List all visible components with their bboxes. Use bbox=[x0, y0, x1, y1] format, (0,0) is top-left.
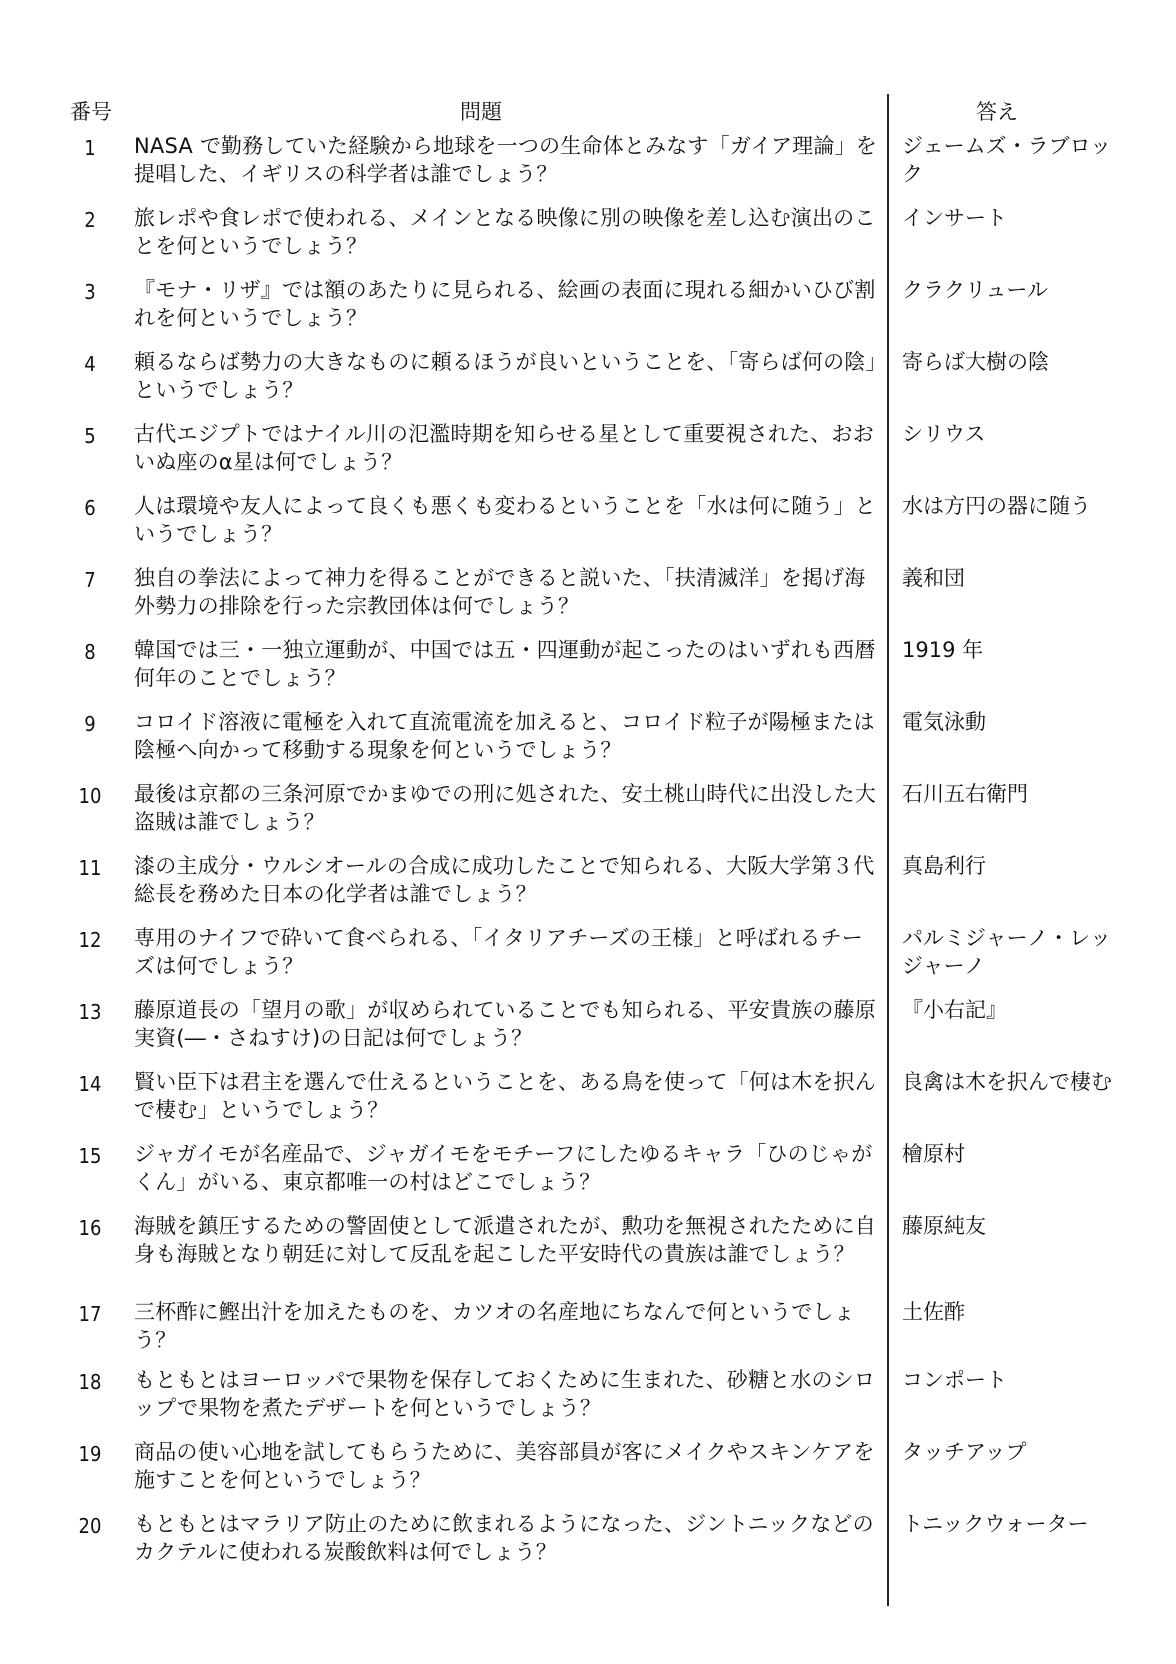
row-number: 14 bbox=[78, 1072, 102, 1096]
table-row bbox=[62, 636, 1122, 708]
row-number: 11 bbox=[78, 856, 102, 880]
row-question: 最後は京都の三条河原でかまゆでの刑に処された、安土桃山時代に出没した大盗賊は誰でしょう？ bbox=[134, 782, 876, 834]
table-row bbox=[62, 204, 1122, 276]
row-number: 1 bbox=[84, 136, 96, 160]
quiz-table bbox=[62, 94, 1122, 1582]
row-number: 4 bbox=[84, 352, 96, 376]
table-row bbox=[62, 1438, 1122, 1510]
table-row bbox=[62, 276, 1122, 348]
row-answer: 寄らば大樹の陰 bbox=[902, 350, 1049, 374]
row-answer: 『小右記』 bbox=[902, 998, 1007, 1022]
table-row bbox=[62, 1068, 1122, 1140]
row-number: 17 bbox=[78, 1302, 102, 1326]
table-row bbox=[62, 924, 1122, 996]
table-row bbox=[62, 564, 1122, 636]
row-answer: 良禽は木を択んで棲む bbox=[902, 1070, 1112, 1094]
row-number: 18 bbox=[78, 1370, 102, 1394]
row-answer: 水は方円の器に随う bbox=[902, 494, 1091, 518]
row-answer: クラクリュール bbox=[902, 278, 1048, 302]
table-row bbox=[62, 1140, 1122, 1212]
row-answer: インサート bbox=[902, 206, 1007, 230]
row-question: 旅レポや食レポで使われる、メインとなる映像に別の映像を差し込む演出のことを何というでしょう？ bbox=[134, 206, 876, 258]
row-number: 20 bbox=[78, 1514, 102, 1538]
row-answer: タッチアップ bbox=[902, 1440, 1027, 1464]
row-number: 6 bbox=[84, 496, 96, 520]
row-number: 7 bbox=[84, 568, 96, 592]
row-question: 人は環境や友人によって良くも悪くも変わるということを「水は何に随う」というでしょう？ bbox=[134, 494, 876, 546]
table-row bbox=[62, 1298, 1122, 1366]
table-row bbox=[62, 996, 1122, 1068]
row-number: 2 bbox=[84, 208, 96, 232]
row-number: 5 bbox=[84, 424, 96, 448]
header-answer: 答え bbox=[976, 100, 1018, 124]
row-question: もともとはマラリア防止のために飲まれるようになった、ジントニックなどのカクテルに使われる炭酸飲料は何でしょう？ bbox=[134, 1512, 874, 1564]
row-number: 19 bbox=[78, 1442, 102, 1466]
row-number: 9 bbox=[84, 712, 96, 736]
row-answer: シリウス bbox=[902, 422, 986, 446]
table-row bbox=[62, 852, 1122, 924]
row-answer: コンポート bbox=[902, 1368, 1007, 1392]
row-question: 漆の主成分・ウルシオールの合成に成功したことで知られる、大阪大学第３代総長を務めた日本の化学者は誰でしょう？ bbox=[134, 854, 875, 906]
row-number: 16 bbox=[78, 1216, 102, 1240]
row-question: 『モナ・リザ』では額のあたりに見られる、絵画の表面に現れる細かいひび割れを何というでしょう？ bbox=[134, 278, 876, 330]
table-row bbox=[62, 780, 1122, 852]
row-number: 12 bbox=[78, 928, 102, 952]
row-question: 三杯酢に鰹出汁を加えたものを、カツオの名産地にちなんで何というでしょう？ bbox=[134, 1300, 855, 1352]
header-number: 番号 bbox=[70, 100, 112, 124]
table-row bbox=[62, 1366, 1122, 1438]
row-number: 15 bbox=[78, 1144, 102, 1168]
row-question: もともとはヨーロッパで果物を保存しておくために生まれた、砂糖と水のシロップで果物を煮たデザートを何というでしょう？ bbox=[134, 1368, 876, 1420]
table-row bbox=[62, 1212, 1122, 1298]
row-answer: トニックウォーター bbox=[902, 1512, 1089, 1536]
row-question: コロイド溶液に電極を入れて直流電流を加えると、コロイド粒子が陽極または陰極へ向かって移動する現象を何というでしょう？ bbox=[134, 710, 875, 762]
row-question: NASA で勤務していた経験から地球を一つの生命体とみなす「ガイア理論」を提唱した、イギリスの科学者は誰でしょう？ bbox=[134, 134, 877, 186]
row-question: 賢い臣下は君主を選んで仕えるということを、ある鳥を使って「何は木を択んで棲む」というでしょう？ bbox=[134, 1070, 876, 1122]
row-question: 海賊を鎮圧するための警固使として派遣されたが、勲功を無視されたために自身も海賊となり朝廷に対して反乱を起こした平安時代の貴族は誰でしょう？ bbox=[134, 1214, 876, 1266]
row-question: ジャガイモが名産品で、ジャガイモをモチーフにしたゆるキャラ「ひのじゃがくん」がいる、東京都唯一の村はどこでしょう？ bbox=[134, 1142, 873, 1194]
row-answer: 藤原純友 bbox=[902, 1214, 986, 1238]
row-answer: 檜原村 bbox=[902, 1142, 965, 1166]
table-row bbox=[62, 708, 1122, 780]
row-question: 頼るならば勢力の大きなものに頼るほうが良いということを、「寄らば何の陰」というでしょう？ bbox=[134, 350, 877, 402]
row-question: 専用のナイフで砕いて食べられる、「イタリアチーズの王様」と呼ばれるチーズは何でしょう？ bbox=[134, 926, 863, 978]
row-question: 商品の使い心地を試してもらうために、美容部員が客にメイクやスキンケアを施すことを何というでしょう？ bbox=[134, 1440, 875, 1492]
row-answer: 電気泳動 bbox=[902, 710, 986, 734]
row-number: 8 bbox=[84, 640, 96, 664]
row-number: 3 bbox=[84, 280, 96, 304]
table-row bbox=[62, 1510, 1122, 1582]
row-number: 13 bbox=[78, 1000, 102, 1024]
table-header bbox=[62, 94, 1122, 132]
table-row bbox=[62, 132, 1122, 204]
table-row bbox=[62, 420, 1122, 492]
row-answer: 1919 年 bbox=[902, 638, 984, 662]
row-answer: ジェームズ・ラブロック bbox=[902, 134, 1112, 186]
header-question: 問題 bbox=[460, 100, 502, 124]
row-number: 10 bbox=[78, 784, 102, 808]
row-answer: パルミジャーノ・レッジャーノ bbox=[902, 926, 1111, 978]
row-question: 韓国では三・一独立運動が、中国では五・四運動が起こったのはいずれも西暦何年のことでしょう？ bbox=[134, 638, 876, 690]
row-answer: 土佐酢 bbox=[902, 1300, 965, 1324]
row-answer: 石川五右衛門 bbox=[902, 782, 1028, 806]
row-answer: 義和団 bbox=[902, 566, 965, 590]
table-row bbox=[62, 348, 1122, 420]
row-question: 独自の拳法によって神力を得ることができると説いた、「扶清滅洋」を掲げ海外勢力の排除を行った宗教団体は何でしょう？ bbox=[134, 566, 866, 618]
table-row bbox=[62, 492, 1122, 564]
row-answer: 真島利行 bbox=[902, 854, 986, 878]
row-question: 古代エジプトではナイル川の氾濫時期を知らせる星として重要視された、おおいぬ座のα星は何でしょう？ bbox=[134, 422, 874, 474]
row-question: 藤原道長の「望月の歌」が収められていることでも知られる、平安貴族の藤原実資(―・さねすけ)の日記は何でしょう？ bbox=[134, 998, 876, 1050]
